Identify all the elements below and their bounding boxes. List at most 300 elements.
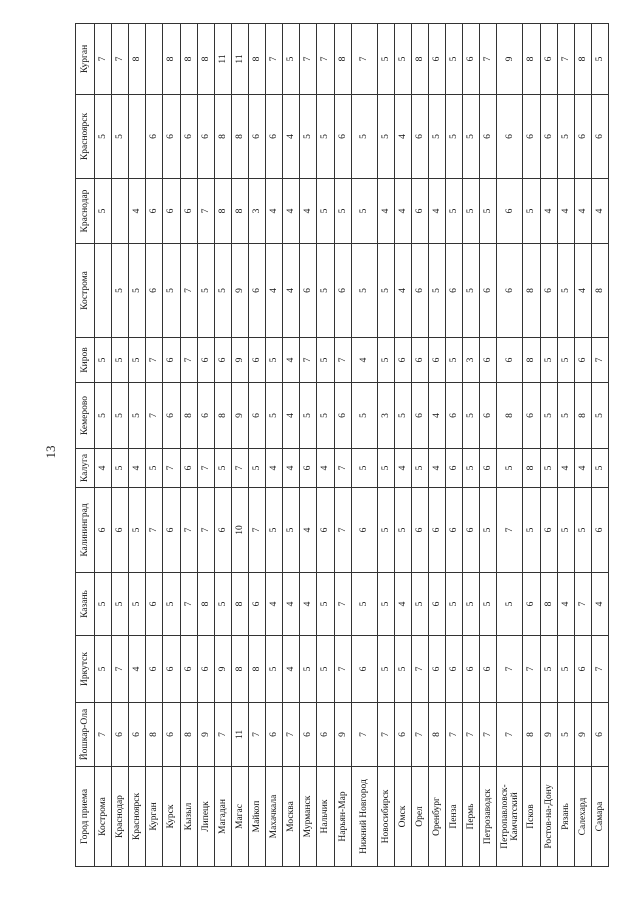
table-cell: 6: [446, 636, 463, 703]
table-cell: 6: [351, 636, 377, 703]
table-cell: 6: [334, 244, 351, 338]
table-cell: 5: [377, 449, 394, 488]
table-cell: 8: [523, 338, 540, 383]
table-row: [411, 24, 428, 867]
table-cell: 7: [480, 24, 497, 95]
table-cell: 8: [197, 24, 214, 95]
table-cell: 7: [300, 24, 317, 95]
row-city-cell: Ростов-на-Дону: [540, 767, 557, 867]
table-cell: 4: [574, 449, 591, 488]
table-cell: 5: [394, 488, 411, 573]
table-cell: 5: [283, 488, 300, 573]
table-cell: 8: [428, 703, 445, 767]
table-cell: 5: [317, 95, 334, 179]
table-cell: 5: [557, 703, 574, 767]
table-cell: 5: [377, 338, 394, 383]
table-cell: 7: [463, 703, 480, 767]
table-cell: 6: [411, 95, 428, 179]
table-cell: 4: [317, 449, 334, 488]
table-cell: 7: [180, 488, 197, 573]
table-cell: 5: [317, 244, 334, 338]
table-cell: 7: [446, 703, 463, 767]
table-cell: 5: [112, 95, 129, 179]
table-cell: 6: [446, 449, 463, 488]
table-cell: 5: [351, 383, 377, 449]
table-row: [248, 24, 265, 867]
table-cell: 7: [300, 338, 317, 383]
table-cell: 11: [231, 24, 248, 95]
table-cell: 4: [394, 449, 411, 488]
table-cell: 4: [129, 179, 146, 244]
table-row: [112, 24, 129, 867]
table-cell: 7: [497, 703, 523, 767]
table-cell: 6: [446, 383, 463, 449]
table-cell: 8: [231, 636, 248, 703]
table-cell: 6: [163, 703, 180, 767]
table-cell: 7: [317, 24, 334, 95]
table-cell: 8: [231, 179, 248, 244]
table-cell: 6: [248, 95, 265, 179]
table-cell: 5: [146, 449, 163, 488]
row-city-cell: Нарьян-Мар: [334, 767, 351, 867]
row-city-cell: Салехард: [574, 767, 591, 867]
table-cell: 6: [180, 179, 197, 244]
table-cell: 4: [394, 95, 411, 179]
table-cell: 7: [248, 488, 265, 573]
table-cell: 5: [394, 636, 411, 703]
table-cell: 4: [557, 573, 574, 636]
row-city-cell: Омск: [394, 767, 411, 867]
table-cell: 6: [180, 636, 197, 703]
table-cell: 6: [146, 573, 163, 636]
table-cell: 11: [214, 24, 231, 95]
table-cell: 4: [557, 449, 574, 488]
table-cell: 6: [112, 703, 129, 767]
table-cell: 6: [317, 488, 334, 573]
column-header: Калуга: [76, 449, 95, 488]
table-cell: 5: [394, 24, 411, 95]
row-city-cell: Кострома: [95, 767, 112, 867]
table-cell: 5: [129, 244, 146, 338]
table-cell: 6: [334, 383, 351, 449]
table-cell: 8: [214, 179, 231, 244]
table-cell: 8: [180, 24, 197, 95]
table-cell: 5: [591, 449, 608, 488]
table-cell: 9: [231, 244, 248, 338]
table-header-row: [76, 24, 95, 867]
table-cell: 4: [394, 179, 411, 244]
table-cell: 6: [480, 383, 497, 449]
table-cell: 4: [283, 179, 300, 244]
table-cell: 5: [317, 573, 334, 636]
table-cell: 6: [428, 573, 445, 636]
table-cell: 7: [574, 573, 591, 636]
table-cell: 5: [112, 383, 129, 449]
table-cell: 6: [248, 338, 265, 383]
table-cell: 7: [497, 636, 523, 703]
table-cell: 4: [300, 179, 317, 244]
table-cell: 8: [248, 636, 265, 703]
table-row: [163, 24, 180, 867]
column-header: Краснодар: [76, 179, 95, 244]
table-cell: 4: [300, 573, 317, 636]
table-cell: 6: [411, 383, 428, 449]
table-cell: 9: [334, 703, 351, 767]
table-cell: 5: [317, 636, 334, 703]
table-row: [497, 24, 523, 867]
table-cell: 8: [231, 573, 248, 636]
table-cell: 7: [163, 449, 180, 488]
table-cell: 5: [463, 573, 480, 636]
table-cell: 8: [214, 95, 231, 179]
table-cell: 6: [180, 95, 197, 179]
table-cell: 4: [283, 449, 300, 488]
column-header: Киров: [76, 338, 95, 383]
table-cell: 4: [266, 244, 283, 338]
table-cell: 4: [591, 573, 608, 636]
table-row: [540, 24, 557, 867]
table-cell: 5: [317, 179, 334, 244]
table-cell: 6: [523, 95, 540, 179]
table-cell: 5: [557, 244, 574, 338]
table-cell: 7: [334, 338, 351, 383]
table-cell: 6: [300, 703, 317, 767]
table-cell: 6: [497, 338, 523, 383]
table-cell: 6: [523, 383, 540, 449]
table-cell: 7: [480, 703, 497, 767]
table-cell: 8: [231, 95, 248, 179]
table-cell: 4: [283, 573, 300, 636]
row-city-cell: Пермь: [463, 767, 480, 867]
table-cell: 7: [266, 24, 283, 95]
row-city-cell: Петропавловск-Камчатский: [497, 767, 523, 867]
column-header: Кемерово: [76, 383, 95, 449]
table-cell: 5: [112, 244, 129, 338]
table-cell: 7: [112, 636, 129, 703]
table-cell: 6: [463, 24, 480, 95]
row-city-cell: Самара: [591, 767, 608, 867]
table-cell: 5: [95, 573, 112, 636]
row-city-cell: Пенза: [446, 767, 463, 867]
table-cell: 5: [351, 449, 377, 488]
row-city-cell: Нальчик: [317, 767, 334, 867]
table-cell: 6: [591, 488, 608, 573]
table-cell: 8: [574, 383, 591, 449]
table-cell: 6: [163, 488, 180, 573]
table-cell: 4: [428, 449, 445, 488]
table-cell: 6: [197, 636, 214, 703]
row-city-cell: Курск: [163, 767, 180, 867]
table-cell: 6: [463, 488, 480, 573]
table-cell: 7: [334, 488, 351, 573]
table-row: [463, 24, 480, 867]
table-cell: 4: [428, 383, 445, 449]
table-row: [557, 24, 574, 867]
table-cell: 5: [266, 488, 283, 573]
table-cell: 4: [283, 244, 300, 338]
table-cell: 5: [394, 383, 411, 449]
table-cell: 6: [540, 244, 557, 338]
table-cell: 7: [334, 636, 351, 703]
row-city-cell: Курган: [146, 767, 163, 867]
table-cell: 8: [214, 383, 231, 449]
table-cell: 9: [497, 24, 523, 95]
table-cell: 5: [377, 488, 394, 573]
table-cell: 4: [557, 179, 574, 244]
table-cell: 6: [394, 338, 411, 383]
table-row: [480, 24, 497, 867]
table-cell: 8: [574, 24, 591, 95]
table-cell: 6: [248, 244, 265, 338]
table-cell: 7: [231, 449, 248, 488]
table-cell: 4: [300, 488, 317, 573]
table-row: [591, 24, 608, 867]
table-cell: 7: [180, 338, 197, 383]
table-cell: 6: [574, 636, 591, 703]
rotated-table-container: [75, 24, 609, 867]
row-city-cell: Москва: [283, 767, 300, 867]
table-row: [574, 24, 591, 867]
table-cell: 6: [480, 338, 497, 383]
table-cell: 9: [214, 636, 231, 703]
table-row: [523, 24, 540, 867]
table-cell: 5: [95, 383, 112, 449]
table-cell: 6: [411, 244, 428, 338]
table-cell: 5: [411, 573, 428, 636]
table-cell: 4: [394, 573, 411, 636]
table-cell: [112, 179, 129, 244]
table-cell: 5: [463, 179, 480, 244]
table-cell: 7: [214, 703, 231, 767]
table-cell: 5: [317, 383, 334, 449]
table-cell: 5: [351, 244, 377, 338]
row-city-cell: Мурманск: [300, 767, 317, 867]
table-cell: 5: [463, 95, 480, 179]
table-cell: 6: [428, 24, 445, 95]
table-cell: 6: [540, 24, 557, 95]
table-row: [214, 24, 231, 867]
table-cell: 6: [351, 488, 377, 573]
table-cell: 5: [300, 636, 317, 703]
table-cell: 4: [540, 179, 557, 244]
distance-table: [75, 23, 609, 867]
row-city-cell: Кызыл: [180, 767, 197, 867]
table-cell: 5: [95, 95, 112, 179]
table-cell: [129, 95, 146, 179]
table-cell: 6: [129, 703, 146, 767]
table-row: [394, 24, 411, 867]
table-cell: 6: [334, 95, 351, 179]
table-row: [446, 24, 463, 867]
table-cell: 5: [351, 573, 377, 636]
table-cell: 6: [197, 95, 214, 179]
table-cell: 5: [428, 244, 445, 338]
table-cell: 5: [266, 383, 283, 449]
table-cell: 6: [411, 338, 428, 383]
table-row: [231, 24, 248, 867]
table-row: [197, 24, 214, 867]
table-cell: 5: [129, 383, 146, 449]
table-cell: 8: [180, 383, 197, 449]
table-cell: 5: [214, 449, 231, 488]
table-cell: 7: [146, 488, 163, 573]
table-cell: [146, 24, 163, 95]
table-cell: 8: [146, 703, 163, 767]
table-cell: 8: [497, 383, 523, 449]
table-cell: 4: [428, 179, 445, 244]
table-cell: 3: [248, 179, 265, 244]
table-cell: 5: [300, 383, 317, 449]
table-cell: 5: [377, 95, 394, 179]
table-cell: 5: [463, 244, 480, 338]
row-city-cell: Нижний Новгород: [351, 767, 377, 867]
table-cell: 5: [214, 573, 231, 636]
column-header: Иркутск: [76, 636, 95, 703]
table-cell: 4: [351, 338, 377, 383]
table-cell: 8: [523, 703, 540, 767]
table-row: [351, 24, 377, 867]
table-cell: 5: [574, 488, 591, 573]
table-cell: 4: [574, 244, 591, 338]
table-cell: 5: [163, 573, 180, 636]
table-row: [95, 24, 112, 867]
table-cell: 6: [163, 338, 180, 383]
table-cell: 6: [523, 573, 540, 636]
table-row: [180, 24, 197, 867]
table-cell: 7: [283, 703, 300, 767]
table-row: [334, 24, 351, 867]
table-cell: 5: [497, 573, 523, 636]
table-row: [266, 24, 283, 867]
table-cell: 6: [180, 449, 197, 488]
table-cell: 7: [146, 383, 163, 449]
table-cell: 6: [163, 179, 180, 244]
row-city-cell: Орел: [411, 767, 428, 867]
table-cell: 7: [95, 24, 112, 95]
table-cell: 6: [394, 703, 411, 767]
table-cell: 5: [197, 244, 214, 338]
table-cell: 7: [334, 449, 351, 488]
table-cell: 4: [266, 573, 283, 636]
table-cell: 4: [283, 338, 300, 383]
row-city-cell: Красноярск: [129, 767, 146, 867]
table-cell: 6: [214, 488, 231, 573]
table-cell: 5: [112, 338, 129, 383]
table-cell: 4: [266, 179, 283, 244]
table-cell: 6: [480, 449, 497, 488]
table-cell: 8: [197, 573, 214, 636]
table-cell: 5: [557, 488, 574, 573]
column-header: Калининград: [76, 488, 95, 573]
table-cell: 5: [446, 179, 463, 244]
table-cell: 6: [146, 244, 163, 338]
table-cell: 5: [129, 338, 146, 383]
table-cell: 6: [163, 383, 180, 449]
table-cell: 5: [591, 383, 608, 449]
table-cell: 5: [351, 95, 377, 179]
table-row: [283, 24, 300, 867]
table-cell: 4: [129, 636, 146, 703]
table-cell: 7: [197, 179, 214, 244]
table-cell: 4: [283, 383, 300, 449]
table-cell: 3: [463, 338, 480, 383]
table-cell: 5: [480, 573, 497, 636]
table-cell: 5: [446, 24, 463, 95]
row-city-cell: Псков: [523, 767, 540, 867]
table-cell: 6: [248, 573, 265, 636]
table-row: [317, 24, 334, 867]
row-city-cell: Петрозаводск: [480, 767, 497, 867]
table-cell: 4: [377, 179, 394, 244]
table-cell: 6: [163, 636, 180, 703]
table-cell: 5: [463, 449, 480, 488]
table-cell: 5: [557, 636, 574, 703]
table-cell: 6: [146, 636, 163, 703]
column-header: Кострома: [76, 244, 95, 338]
table-cell: 9: [231, 338, 248, 383]
table-cell: 5: [428, 95, 445, 179]
table-cell: 4: [266, 449, 283, 488]
table-cell: 6: [574, 95, 591, 179]
table-cell: 7: [95, 703, 112, 767]
table-cell: 6: [497, 179, 523, 244]
row-city-cell: Магас: [231, 767, 248, 867]
table-cell: 5: [95, 338, 112, 383]
table-cell: 8: [523, 24, 540, 95]
table-cell: 6: [112, 488, 129, 573]
table-cell: 9: [574, 703, 591, 767]
table-cell: 4: [591, 179, 608, 244]
table-cell: 4: [129, 449, 146, 488]
table-cell: 6: [446, 244, 463, 338]
table-cell: 5: [300, 95, 317, 179]
table-cell: 6: [428, 338, 445, 383]
table-cell: 6: [591, 703, 608, 767]
table-cell: [95, 244, 112, 338]
table-cell: 7: [591, 636, 608, 703]
table-cell: 10: [231, 488, 248, 573]
table-cell: 6: [197, 383, 214, 449]
table-cell: 5: [497, 449, 523, 488]
table-cell: 7: [146, 338, 163, 383]
table-cell: 7: [351, 703, 377, 767]
table-cell: 11: [231, 703, 248, 767]
table-cell: 6: [480, 95, 497, 179]
table-cell: 5: [446, 95, 463, 179]
table-cell: 4: [574, 179, 591, 244]
table-cell: 8: [248, 24, 265, 95]
table-cell: 7: [197, 488, 214, 573]
table-cell: 6: [317, 703, 334, 767]
table-cell: 6: [300, 244, 317, 338]
table-row: [428, 24, 445, 867]
table-cell: 6: [428, 636, 445, 703]
table-cell: 7: [411, 636, 428, 703]
table-cell: 6: [163, 95, 180, 179]
table-cell: 7: [112, 24, 129, 95]
table-cell: 8: [540, 573, 557, 636]
row-city-cell: Липецк: [197, 767, 214, 867]
table-cell: 5: [523, 488, 540, 573]
table-cell: 5: [334, 179, 351, 244]
table-cell: 6: [574, 338, 591, 383]
table-cell: 5: [480, 488, 497, 573]
table-cell: 5: [95, 636, 112, 703]
row-city-cell: Майкоп: [248, 767, 265, 867]
table-cell: 5: [163, 244, 180, 338]
column-header: Курган: [76, 24, 95, 95]
table-cell: 6: [95, 488, 112, 573]
